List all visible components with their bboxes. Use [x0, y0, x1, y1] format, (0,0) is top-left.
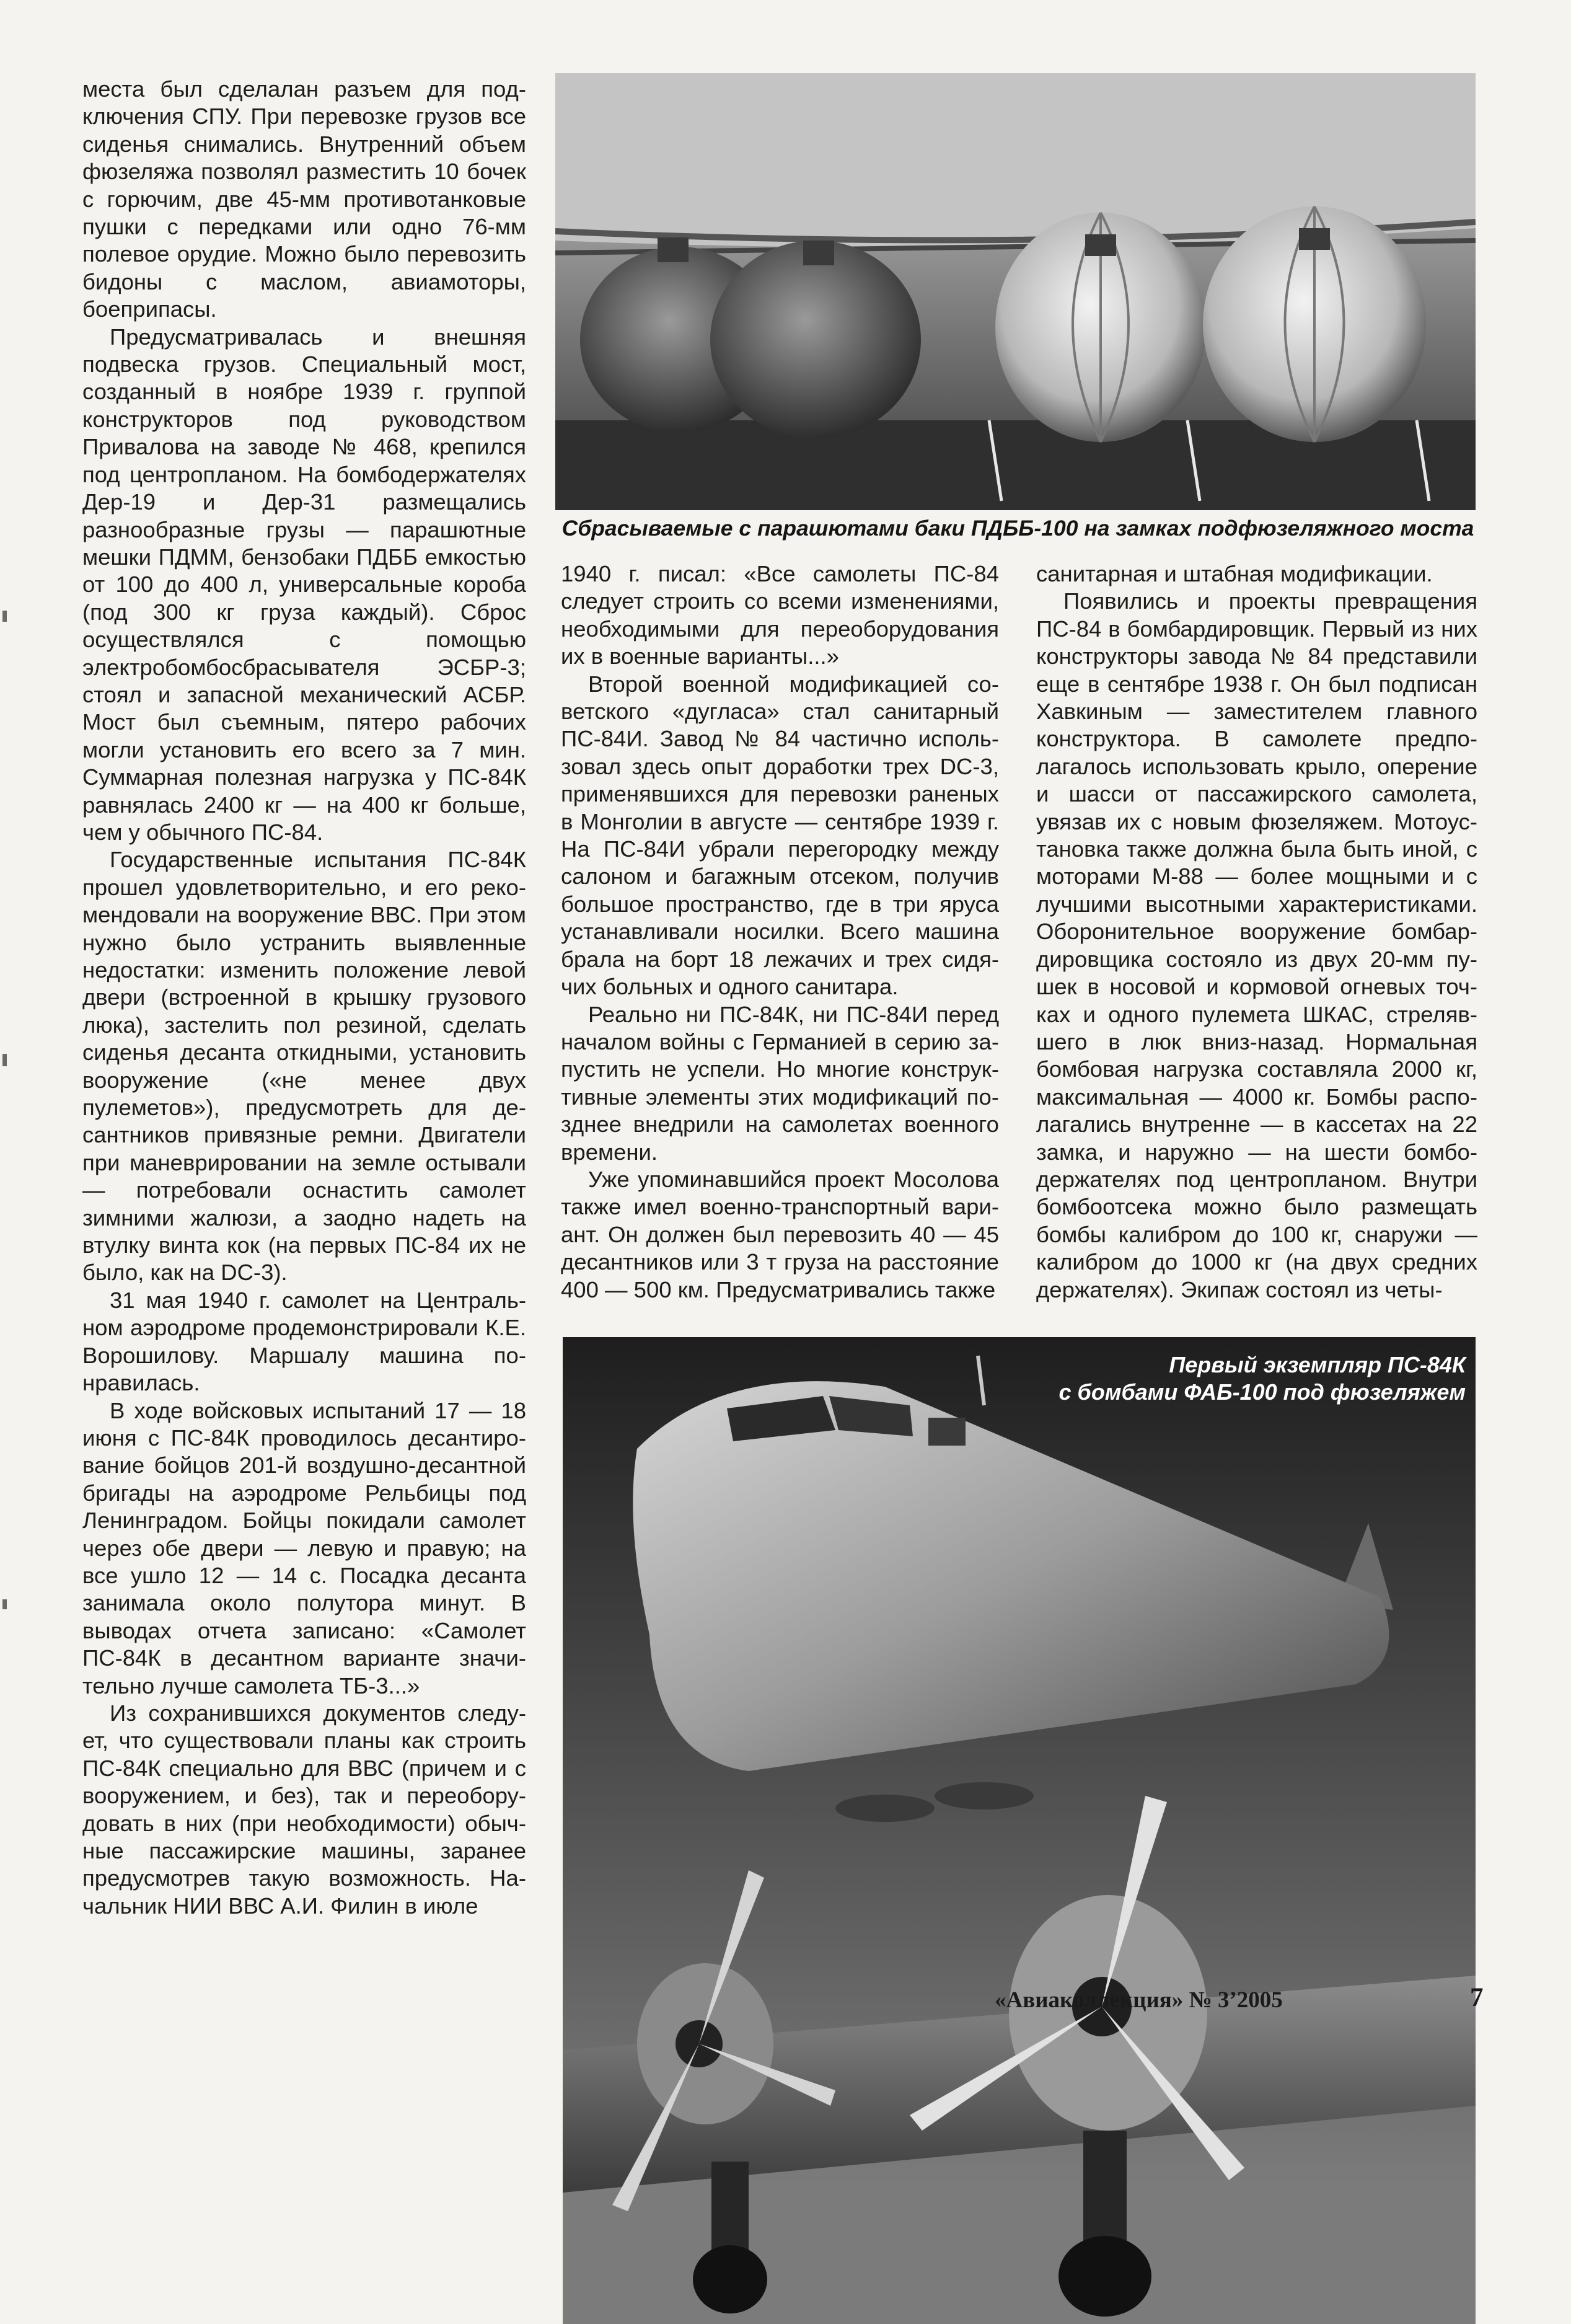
- photo-ps-84k-aircraft: [563, 1337, 1476, 2324]
- paragraph: Государственные испытания ПС-84К прошел удовлетворительно, и его рекомендовали на вооружение ВВС. При этом нужно было устранить выявленные недостатки: изменить положение левой двери (встроенной в крышку грузового люка), застелить пол резиной, сделать сиденья десанта откидными, установить вооружение («не менее двух пулеметов»), предусмотреть для десантников привязные ремни. Двигатели при маневрировании на земле остывали — потребовали оснастить самолет зимними жалюзи, а заодно надеть на втулку винта кок (на первых ПС-84 их не было, как на DC-3).: [82, 847, 526, 1286]
- paragraph: Уже упоминавшийся проект Мосолова также имел военно-транспортный вариант. Он должен был перевозить 40 — 45 десантников или 3 т груза на расстояние 400 — 500 км. Предусматривались также: [561, 1166, 999, 1302]
- parachute-tanks-illustration: [555, 73, 1476, 510]
- scan-mark: [2, 1599, 7, 1609]
- left-text-column: [82, 76, 526, 1920]
- caption-line: Первый экземпляр ПС-84К: [1169, 1352, 1466, 1377]
- paragraph: места был сделалан разъем для подключения СПУ. При перевозке грузов все сиденья снимались. Внутренний объем фюзеляжа позволял разместить 10 бочек с горючим, две 45-мм противотанковые пушки с передками или одно 76-мм полевое орудие. Можно было перевозить бидоны с маслом, авиамоторы, боеприпасы.: [82, 76, 526, 322]
- paragraph: В ходе войсковых испытаний 17 — 18 июня с ПС-84К проводилось десантирование бойцов 201-й воздушно-десантной бригады на аэродроме Рельбицы под Ленинградом. Бойцы покидали самолет через обе двери — левую и правую; на все ушло 12 — 14 с. Посадка десанта занимала около полутора минут. В выводах отчета записано: «Самолет ПС-84К в десантном варианте значительно лучше самолета ТБ-3...»: [82, 1397, 526, 1699]
- caption-line: с бомбами ФАБ-100 под фюзеляжем: [1058, 1379, 1466, 1405]
- scan-mark: [2, 1054, 7, 1066]
- right-text-column: [1036, 560, 1477, 1304]
- aircraft-illustration: [563, 1337, 1476, 2324]
- paragraph: Из сохранившихся документов следует, что существовали планы как строить ПС-84К специально для ВВС (причем и с вооружением, и без), так и переоборудовать в них (при необходимости) обычные пассажирские машины, заранее предусмотрев такую возможность. Начальник НИИ ВВС А.И. Филин в июле: [82, 1700, 526, 1919]
- paragraph: 1940 г. писал: «Все самолеты ПС-84 следует строить со всеми изменениями, необходимыми для переоборудования их в военные варианты...»: [561, 561, 999, 669]
- photo-parachute-tanks: [555, 73, 1476, 510]
- paragraph: 31 мая 1940 г. самолет на Центральном аэродроме продемонстрировали К.Е. Ворошилову. Маршалу машина понравилась.: [82, 1287, 526, 1396]
- paragraph: Реально ни ПС-84К, ни ПС-84И перед началом войны с Германией в серию запустить не успели. Но многие конструктивные элементы этих модификаций позднее внедрили на самолетах военного времени.: [561, 1001, 999, 1165]
- photo-caption: Сбрасываемые с парашютами баки ПДББ-100 на замках подфюзеляжного моста: [561, 516, 1474, 541]
- page-number: 7: [1470, 1983, 1484, 2012]
- paragraph: Предусматривалась и внешняя подвеска грузов. Специальный мост, созданный в ноябре 1939 г. группой конструкторов под руководством Привалова на заводе № 468, крепился под центропланом. На бомбодержателях Дер-19 и Дер-31 размещались разнообразные грузы — парашютные мешки ПДММ, бензобаки ПДББ емкостью от 100 до 400 л, универсальные короба (под 300 кг груза каждый). Сброс осуществлялся с помощью электробомбосбрасывателя ЭСБР-3; стоял и запасной механический АСБР. Мост был съемным, пятеро рабочих могли установить его всего за 7 мин. Суммарная полезная нагрузка у ПС-84К равнялась 2400 кг — на 400 кг больше, чем у обычного ПС-84.: [82, 324, 526, 845]
- photo-caption: [1059, 1351, 1466, 1406]
- paragraph: санитарная и штабная модификации.: [1036, 561, 1433, 586]
- paragraph: Второй военной модификацией советского «дугласа» стал санитарный ПС-84И. Завод № 84 частично использовал здесь опыт доработки трех DC-3, применявшихся для перевозки раненых в Монголии в августе — сентябре 1939 г. На ПС-84И убрали перегородку между салоном и багажным отсеком, получив большое пространство, где в три яруса устанавливали носилки. Всего машина брала на борт 18 лежачих и трех сидячих больных и одного санитара.: [561, 671, 999, 1000]
- middle-text-column: [561, 560, 999, 1304]
- magazine-issue: «Авиаколлекция» № 3’2005: [995, 1987, 1283, 2013]
- scan-mark: [2, 611, 7, 622]
- paragraph: Появились и проекты превращения ПС-84 в бомбардировщик. Первый из них конструкторы завода № 84 представили еще в сентябре 1938 г. Он был подписан Хавкиным — заместителем главного конструктора. В самолете предполагалось использовать крыло, оперение и шасси от пассажирского самолета, увязав их с новым фюзеляжем. Мотоустановка также должна была быть иной, с моторами М-88 — более мощными и с лучшими высотными характеристиками. Оборонительное вооружение бомбардировщика состояло из двух 20-мм пушек в носовой и кормовой огневых точках и одного пулемета ШКАС, стрелявшего в люк вниз-назад. Нормальная бомбовая нагрузка составляла 2000 кг, максимальная — 4000 кг. Бомбы располагались внутренне — в кассетах на 22 замка, и наружно — на шести бомбодержателях под центропланом. Внутри бомбоотсека можно было размещать бомбы калибром до 100 кг, снаружи — калибром до 1000 кг (на двух средних держателях). Экипаж состоял из четы-: [1036, 588, 1477, 1302]
